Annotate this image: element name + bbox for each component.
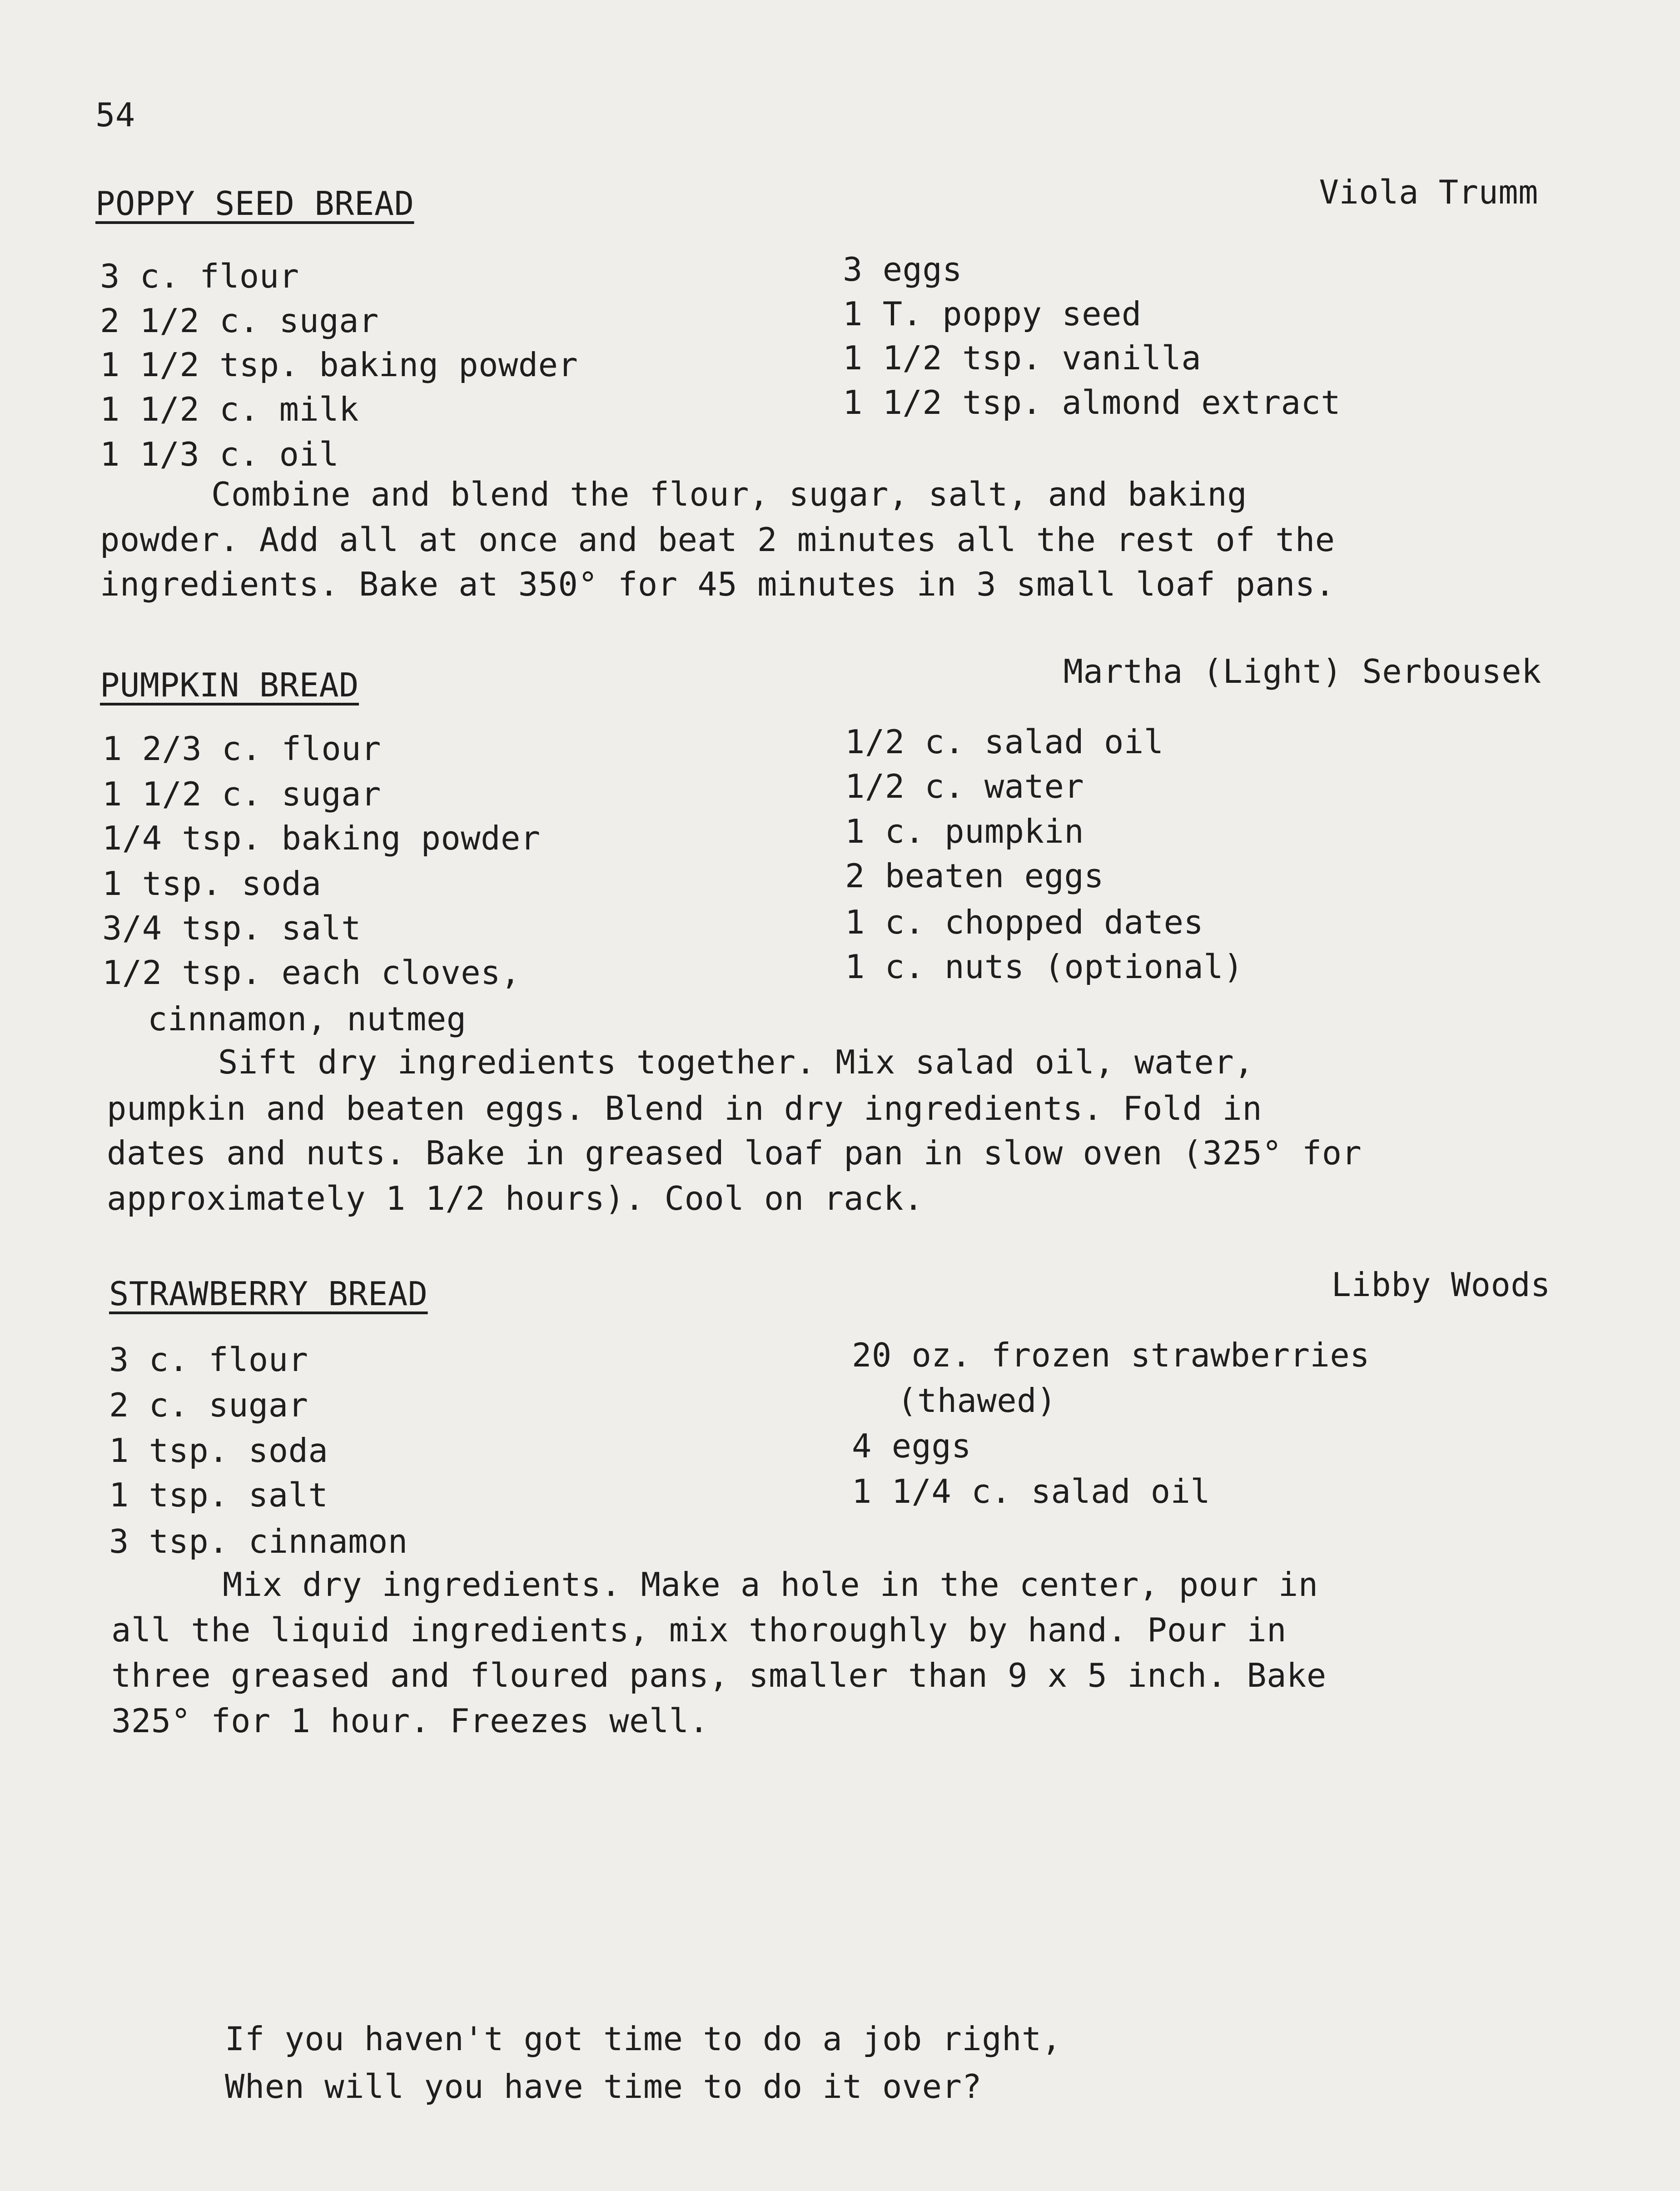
ingredient-line: cinnamon, nutmeg — [148, 1000, 467, 1038]
recipe-title: POPPY SEED BREAD — [95, 184, 414, 223]
recipe-author: Viola Trumm — [1319, 173, 1538, 211]
ingredient-line: 3 eggs — [843, 250, 963, 288]
ingredient-line: 3 c. flour — [109, 1341, 308, 1379]
ingredient-line: 1/2 tsp. each cloves, — [102, 954, 521, 992]
ingredient-line: 2 1/2 c. sugar — [100, 302, 379, 340]
page-number: 54 — [95, 96, 135, 134]
direction-line: Mix dry ingredients. Make a hole in the center, pour in — [223, 1565, 1318, 1604]
ingredient-line: (thawed) — [897, 1381, 1057, 1420]
ingredient-line: 1 1/2 c. sugar — [102, 775, 381, 813]
ingredient-line: 4 eggs — [852, 1427, 972, 1465]
ingredient-line: 20 oz. frozen strawberries — [852, 1336, 1370, 1374]
direction-line: three greased and floured pans, smaller than 9 x 5 inch. Bake — [111, 1656, 1327, 1694]
ingredient-line: 1 tsp. salt — [109, 1476, 328, 1514]
ingredient-line: 1/2 c. water — [845, 767, 1084, 805]
ingredient-line: 1 c. nuts (optional) — [845, 948, 1243, 986]
ingredient-line: 1 1/3 c. oil — [100, 435, 339, 473]
direction-line: pumpkin and beaten eggs. Blend in dry ingredients. Fold in — [107, 1089, 1262, 1128]
recipe-title: STRAWBERRY BREAD — [109, 1275, 428, 1313]
ingredient-line: 1 c. pumpkin — [845, 812, 1084, 850]
ingredient-line: 3/4 tsp. salt — [102, 909, 362, 947]
ingredient-line: 1 1/2 tsp. baking powder — [100, 346, 578, 384]
quote-line: When will you have time to do it over? — [225, 2067, 982, 2106]
direction-line: 325° for 1 hour. Freezes well. — [111, 1702, 709, 1740]
ingredient-line: 1 tsp. soda — [109, 1431, 328, 1470]
ingredient-line: 1 1/2 c. milk — [100, 390, 359, 428]
ingredient-line: 1 1/2 tsp. vanilla — [843, 339, 1202, 377]
ingredient-line: 1 c. chopped dates — [845, 903, 1204, 941]
direction-line: Combine and blend the flour, sugar, salt, and baking — [211, 475, 1248, 513]
quote-line: If you haven't got time to do a job right, — [225, 2020, 1062, 2058]
ingredient-line: 1/2 c. salad oil — [845, 723, 1164, 761]
recipe-author: Martha (Light) Serbousek — [1063, 652, 1541, 691]
direction-line: all the liquid ingredients, mix thoroughly by hand. Pour in — [111, 1611, 1287, 1649]
ingredient-line: 1 1/2 tsp. almond extract — [843, 383, 1341, 422]
ingredient-line: 1 1/4 c. salad oil — [852, 1472, 1211, 1510]
ingredient-line: 1 tsp. soda — [102, 864, 322, 903]
ingredient-line: 3 tsp. cinnamon — [109, 1522, 408, 1560]
ingredient-line: 1/4 tsp. baking powder — [102, 819, 541, 857]
ingredient-line: 1 2/3 c. flour — [102, 730, 381, 768]
ingredient-line: 3 c. flour — [100, 257, 299, 295]
direction-line: Sift dry ingredients together. Mix salad oil, water, — [218, 1043, 1254, 1081]
ingredient-line: 1 T. poppy seed — [843, 295, 1142, 333]
recipe-author: Libby Woods — [1331, 1266, 1551, 1304]
ingredient-line: 2 c. sugar — [109, 1386, 308, 1424]
direction-line: powder. Add all at once and beat 2 minutes all the rest of the — [100, 521, 1335, 559]
direction-line: ingredients. Bake at 350° for 45 minutes in 3 small loaf pans. — [100, 565, 1335, 603]
direction-line: approximately 1 1/2 hours). Cool on rack. — [107, 1179, 924, 1217]
ingredient-line: 2 beaten eggs — [845, 857, 1104, 895]
direction-line: dates and nuts. Bake in greased loaf pan in slow oven (325° for — [107, 1134, 1362, 1172]
recipe-title: PUMPKIN BREAD — [100, 666, 359, 704]
